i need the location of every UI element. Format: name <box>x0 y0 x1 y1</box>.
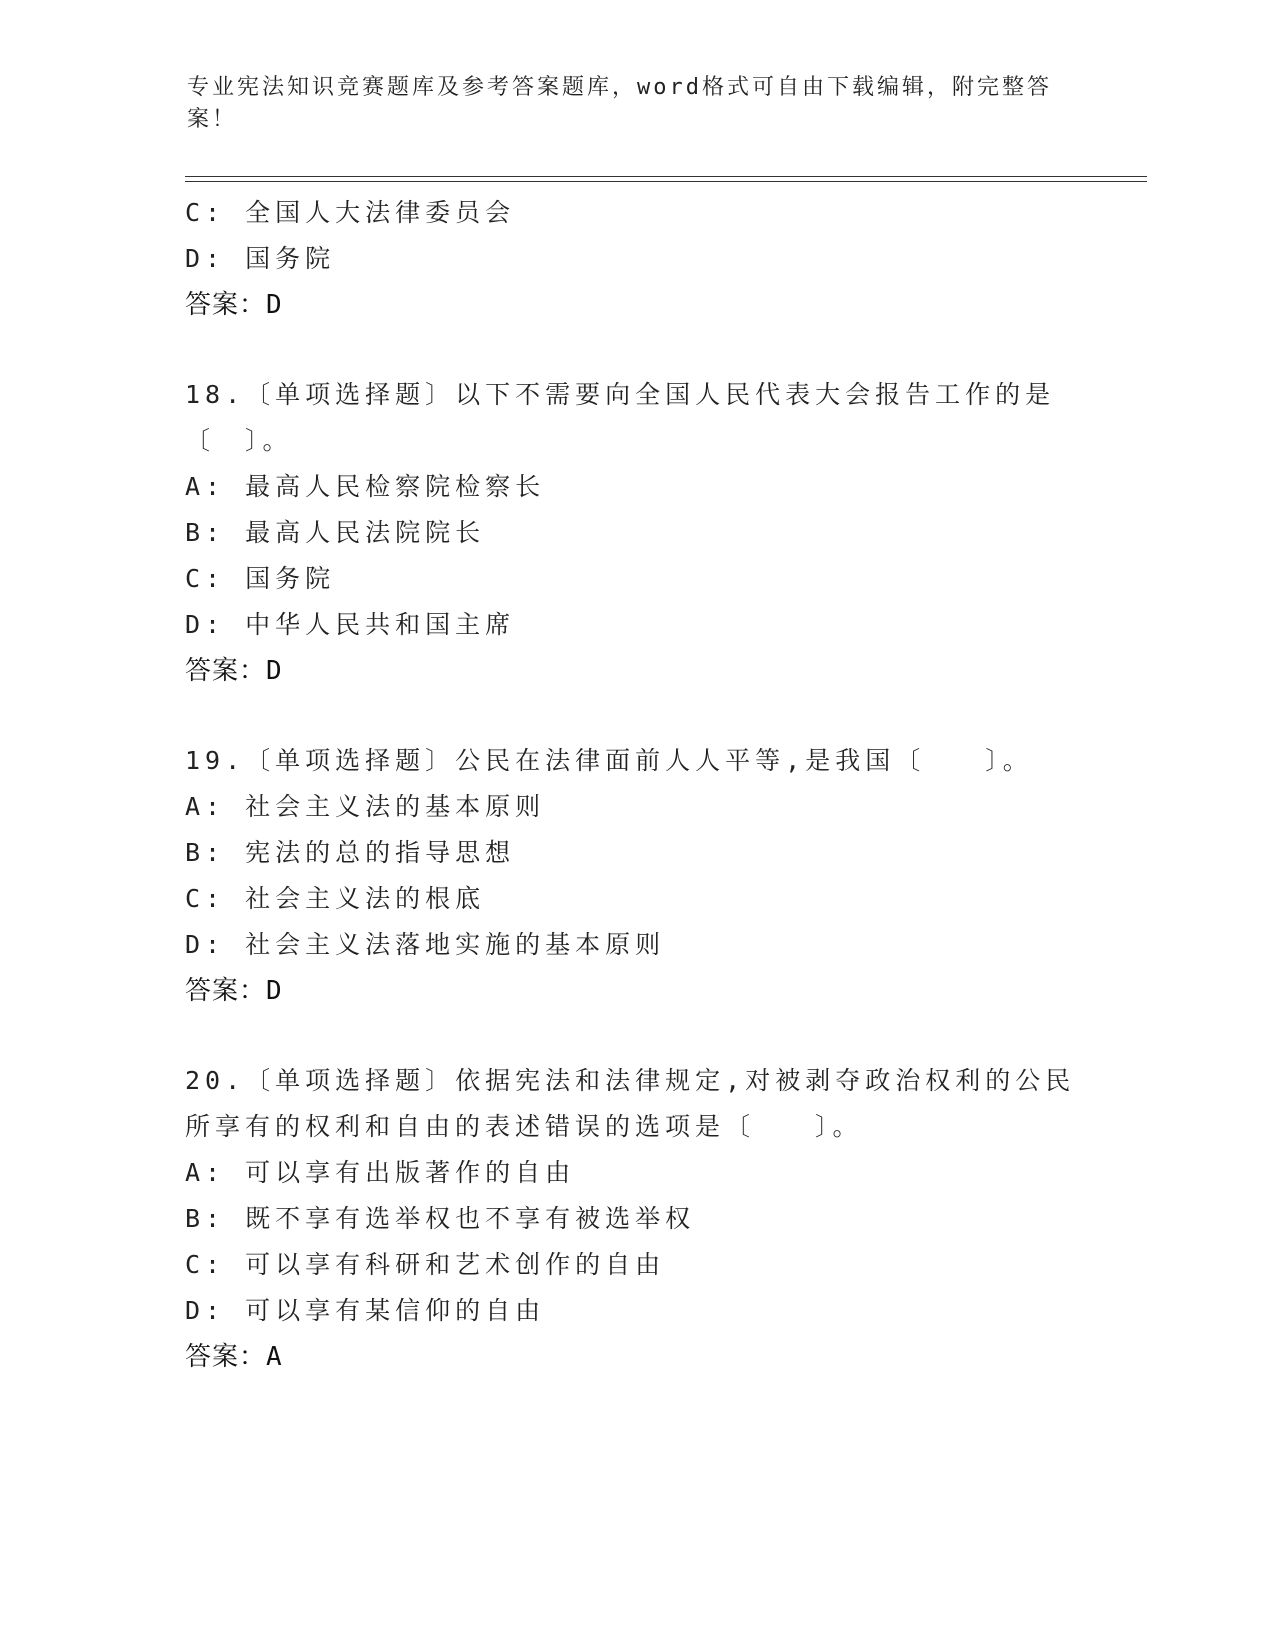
option-c: C: 国务院 <box>185 564 336 593</box>
question-stem: 18.〔单项选择题〕以下不需要向全国人民代表大会报告工作的是〔 〕。 <box>185 380 1056 455</box>
option-d: D: 中华人民共和国主席 <box>185 610 516 639</box>
option-b: B: 宪法的总的指导思想 <box>185 838 516 867</box>
partial-question <box>185 190 1085 328</box>
question-stem: 20.〔单项选择题〕依据宪法和法律规定,对被剥夺政治权利的公民所享有的权利和自由的表述错误的选项是〔 〕。 <box>185 1066 1076 1141</box>
document-body <box>185 190 1085 1380</box>
question-19 <box>185 738 1085 1014</box>
option-c: C: 可以享有科研和艺术创作的自由 <box>185 1250 666 1279</box>
option-d: D: 可以享有某信仰的自由 <box>185 1296 546 1325</box>
option-c: C: 社会主义法的根底 <box>185 884 486 913</box>
option-c: C: 全国人大法律委员会 <box>185 198 516 227</box>
answer-line: 答案：D <box>185 976 283 1006</box>
option-d: D: 社会主义法落地实施的基本原则 <box>185 930 666 959</box>
option-b: B: 最高人民法院院长 <box>185 518 486 547</box>
option-a: A: 可以享有出版著作的自由 <box>185 1158 576 1187</box>
question-stem: 19.〔单项选择题〕公民在法律面前人人平等,是我国〔 〕。 <box>185 746 1033 775</box>
option-a: A: 最高人民检察院检察长 <box>185 472 546 501</box>
page-header-title: 专业宪法知识竞赛题库及参考答案题库，word格式可自由下载编辑，附完整答案！ <box>187 75 1052 132</box>
answer-line: 答案：D <box>185 656 283 686</box>
question-20 <box>185 1058 1085 1380</box>
answer-line: 答案：D <box>185 290 283 320</box>
option-d: D: 国务院 <box>185 244 336 273</box>
answer-line: 答案：A <box>185 1342 283 1372</box>
option-a: A: 社会主义法的基本原则 <box>185 792 546 821</box>
question-18 <box>185 372 1085 694</box>
option-b: B: 既不享有选举权也不享有被选举权 <box>185 1204 696 1233</box>
header-double-rule <box>185 176 1147 182</box>
